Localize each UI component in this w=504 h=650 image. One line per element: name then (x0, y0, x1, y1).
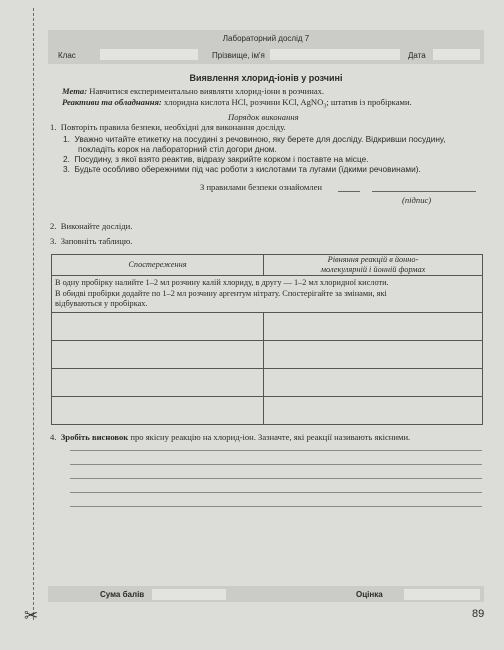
reagents-line: Реактиви та обладнання: хлоридна кислота HCl, розчини KCl, AgNO$_3$; штатив із пробірками. (62, 97, 412, 110)
table-cell[interactable] (264, 312, 483, 340)
safety-rule-1: 1. Уважно читайте етикетку на посудині з речовиною, яку берете для досліду. Відкривши посудину, (63, 134, 446, 144)
table-cell[interactable] (264, 368, 483, 396)
safety-rule-2: 2. Посудину, з якої взято реактив, відразу закрийте корком і поставте на місце. (63, 154, 369, 164)
step-1: 1. Повторіть правила безпеки, необхідні для виконання досліду. (50, 122, 286, 132)
procedure-title: Порядок виконання (228, 112, 299, 122)
table-cell[interactable] (52, 312, 264, 340)
grade-label: Оцінка (356, 590, 383, 599)
table-cell[interactable] (52, 368, 264, 396)
name-label: Прізвище, ім'я (212, 51, 265, 60)
page-title: Виявлення хлорид-іонів у розчині (189, 73, 343, 83)
step-2: 2. Виконайте досліди. (50, 221, 133, 231)
score-label: Сума балів (100, 590, 145, 599)
safety-rule-1-cont: покладіть корок на лабораторний стіл догори дном. (78, 144, 277, 154)
table-cell[interactable] (264, 396, 483, 424)
grade-field[interactable] (404, 589, 480, 600)
answer-line[interactable] (70, 478, 482, 479)
signature-caption: (підпис) (402, 195, 432, 205)
date-label: Дата (408, 51, 426, 60)
answer-line[interactable] (70, 506, 482, 507)
step-4: 4. Зробіть висновок про якісну реакцію на хлорид-іон. Зазначте, які реакції називають якісними. (50, 432, 411, 442)
observation-table (51, 254, 483, 425)
col-header-equations: Рівняння реакцій в йонно- молекулярній і йонній формах (264, 255, 483, 276)
footer-bar (48, 586, 484, 602)
cut-line (33, 8, 34, 620)
acknowledge-text: З правилами безпеки ознайомлен (200, 182, 322, 192)
scissors-icon: ✂ (24, 606, 39, 626)
signature-line[interactable] (372, 191, 476, 192)
class-field[interactable] (100, 49, 198, 60)
answer-line[interactable] (70, 492, 482, 493)
score-field[interactable] (152, 589, 226, 600)
col-header-observations: Спостереження (52, 255, 264, 276)
step-3: 3. Заповніть таблицю. (50, 236, 133, 246)
class-label: Клас (58, 51, 76, 60)
table-cell[interactable] (264, 340, 483, 368)
table-instruction: В одну пробірку налийте 1–2 мл розчину калій хлориду, в другу — 1–2 мл хлоридної кислоти. В обидві пробірки додайте по 1–2 мл розчину аргентум нітрату. Спостерігайте за змінами, які відбуваються у пробірках. (52, 276, 483, 313)
safety-rule-3: 3. Будьте особливо обережними під час роботи з кислотами та лугами (їдкими речовинами). (63, 164, 421, 174)
goal-line: Мета: Навчитися експериментально виявляти хлорид-іони в розчинах. (62, 86, 325, 96)
date-field[interactable] (433, 49, 480, 60)
answer-line[interactable] (70, 450, 482, 451)
table-cell[interactable] (52, 396, 264, 424)
answer-line[interactable] (70, 464, 482, 465)
page-number: 89 (472, 608, 485, 620)
name-field[interactable] (270, 49, 400, 60)
header-bar (48, 30, 484, 64)
ending-blank[interactable] (338, 191, 360, 192)
table-cell[interactable] (52, 340, 264, 368)
lab-title: Лабораторний дослід 7 (222, 34, 310, 43)
